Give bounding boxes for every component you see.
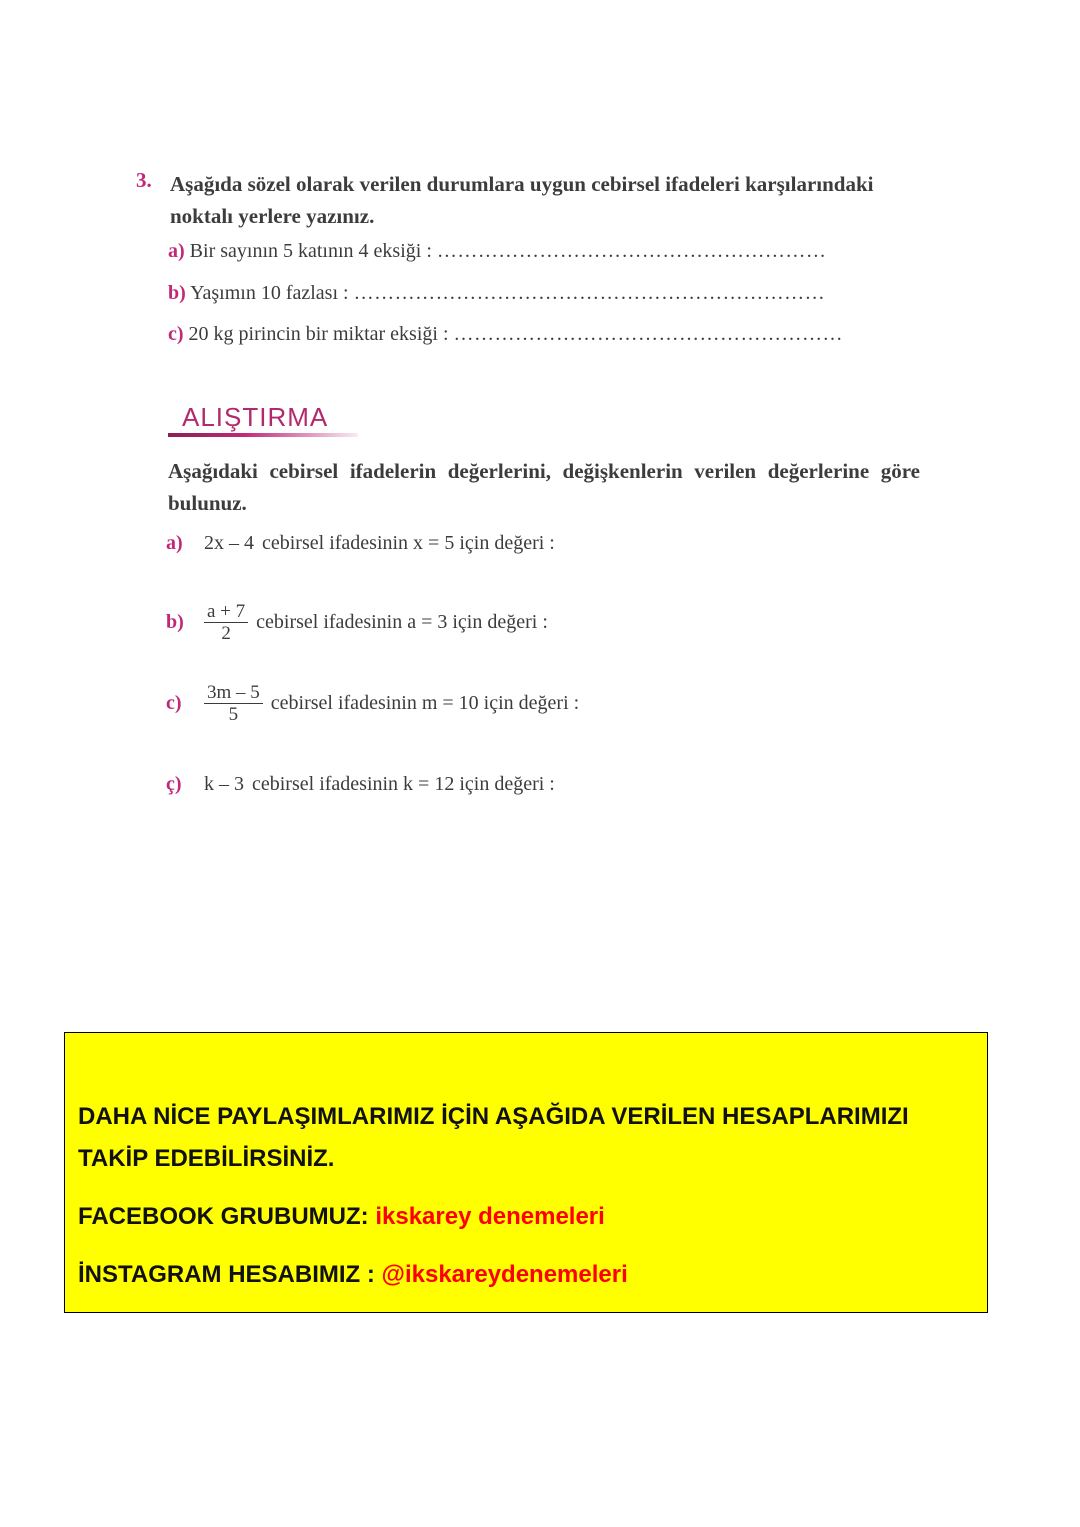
expression: k – 3: [204, 773, 244, 795]
question-item-b: [168, 282, 825, 305]
fraction: [204, 601, 248, 644]
exercise-instructions: Aşağıdaki cebirsel ifadelerin değerlerini, değişkenlerin verilen değerlerine göre bulunuz.: [168, 459, 920, 515]
exercise-item-c: [166, 682, 579, 725]
facebook-group-link[interactable]: ikskarey denemeleri: [375, 1203, 605, 1230]
item-label: b): [166, 611, 184, 633]
fraction-denominator: 2: [221, 623, 231, 644]
promo-line-1: DAHA NİCE PAYLAŞIMLARIMIZ İÇİN AŞAĞIDA VERİLEN HESAPLARIMIZI: [78, 1103, 909, 1130]
exercise-title: ALIŞTIRMA: [182, 402, 329, 432]
instagram-line: [78, 1261, 628, 1289]
item-label: ç): [166, 773, 182, 795]
fraction: [204, 682, 263, 725]
item-text: cebirsel ifadesinin x = 5 için değeri :: [262, 532, 555, 554]
item-label: c): [168, 323, 184, 345]
facebook-label: FACEBOOK GRUBUMUZ:: [78, 1203, 376, 1230]
answer-blank: …………………………………………………: [436, 240, 827, 262]
item-text: Bir sayının 5 katının 4 eksiği :: [189, 240, 432, 262]
exercise-item-a: [166, 532, 555, 555]
item-text: cebirsel ifadesinin m = 10 için değeri :: [270, 692, 580, 714]
exercise-item-c-cedilla: [166, 773, 555, 796]
expression: 2x – 4: [204, 532, 254, 554]
item-label: a): [166, 532, 183, 554]
fraction-numerator: 3m – 5: [204, 682, 263, 704]
answer-blank: …………………………………………………: [453, 323, 844, 345]
fraction-numerator: a + 7: [204, 601, 248, 623]
item-text: Yaşımın 10 fazlası :: [190, 282, 349, 304]
item-text: cebirsel ifadesinin a = 3 için değeri :: [256, 611, 548, 633]
item-label: c): [166, 692, 182, 714]
item-label: a): [168, 240, 185, 262]
facebook-line: [78, 1203, 605, 1231]
answer-blank: ……………………………………………………………: [353, 282, 826, 304]
question-item-a: [168, 240, 826, 263]
promo-box: [64, 1032, 988, 1313]
question-number: 3.: [136, 168, 152, 192]
fraction-denominator: 5: [228, 704, 239, 725]
question-item-c: [168, 323, 843, 346]
promo-line-2: TAKİP EDEBİLİRSİNİZ.: [78, 1145, 335, 1172]
item-label: b): [168, 282, 186, 304]
instagram-account-link[interactable]: @ikskareydenemeleri: [381, 1261, 628, 1288]
item-text: 20 kg pirincin bir miktar eksiği :: [188, 323, 449, 345]
question-text: Aşağıda sözel olarak verilen durumlara uygun cebirsel ifadeleri karşılarındaki noktalı yerlere yazınız.: [170, 172, 874, 228]
exercise-item-b: [166, 601, 548, 644]
exercise-title-underline: [168, 433, 358, 437]
instagram-label: İNSTAGRAM HESABIMIZ :: [78, 1261, 382, 1288]
item-text: cebirsel ifadesinin k = 12 için değeri :: [252, 773, 555, 795]
